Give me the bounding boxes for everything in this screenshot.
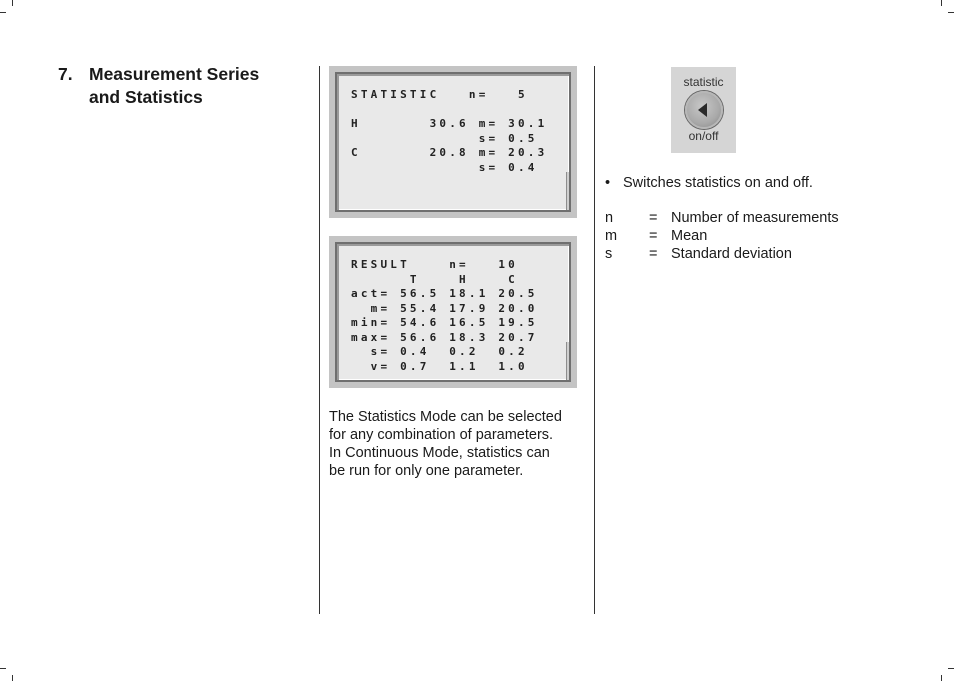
lcd-screen [335, 72, 571, 212]
crop-mark [941, 0, 942, 6]
statistic-on-off-button [685, 91, 723, 129]
definition-meaning: Mean [671, 228, 708, 244]
lcd-row: v= 0.7 1.1 1.0 [351, 360, 528, 373]
lcd-row: T H C [351, 273, 518, 286]
definition-equals: = [649, 210, 658, 226]
lcd-row: C 20.8 m= 20.3 [351, 146, 548, 159]
lcd-row: RESULT n= 10 [351, 258, 518, 271]
definition-meaning: Standard deviation [671, 246, 792, 262]
bullet-marker: • [605, 175, 611, 191]
crop-mark [12, 675, 13, 681]
description-paragraph [329, 408, 579, 480]
lcd-row: s= 0.4 [351, 161, 538, 174]
definition-symbol: n [605, 210, 614, 226]
section-title-line: and Statistics [89, 87, 203, 107]
key-label-bottom: on/off [688, 129, 719, 143]
lcd-row: s= 0.4 0.2 0.2 [351, 345, 528, 358]
lcd-row: m= 55.4 17.9 20.0 [351, 302, 538, 315]
lcd-row: s= 0.5 [351, 132, 538, 145]
section-title [89, 63, 309, 109]
lcd-row: min= 54.6 16.5 19.5 [351, 316, 538, 329]
definition-symbol: m [605, 228, 618, 244]
description-line: for any combination of parameters. [329, 427, 554, 443]
column-divider [319, 66, 320, 614]
lcd-row: STATISTIC n= 5 [351, 88, 528, 101]
section-number: 7. [58, 64, 73, 84]
crop-mark [948, 668, 954, 669]
crop-mark [12, 0, 13, 6]
left-triangle-icon [685, 91, 723, 129]
definition-symbol: s [605, 246, 613, 262]
crop-mark [0, 668, 6, 669]
crop-mark [0, 12, 6, 13]
bullet-text: Switches statistics on and off. [623, 175, 813, 191]
description-line: The Statistics Mode can be selected [329, 409, 562, 425]
definition-equals: = [649, 246, 658, 262]
column-divider [594, 66, 595, 614]
lcd-screen [335, 242, 571, 382]
lcd-row: H 30.6 m= 30.1 [351, 117, 548, 130]
lcd-row: act= 56.5 18.1 20.5 [351, 287, 538, 300]
definition-meaning: Number of measurements [671, 210, 839, 226]
crop-mark [941, 675, 942, 681]
result-display [329, 236, 577, 388]
statistic-key [671, 67, 736, 153]
section-title-line: Measurement Series [89, 64, 260, 84]
description-line: be run for only one parameter. [329, 463, 524, 479]
definition-equals: = [649, 228, 658, 244]
statistic-display [329, 66, 577, 218]
description-line: In Continuous Mode, statistics can [329, 445, 550, 461]
crop-mark [948, 12, 954, 13]
lcd-row: max= 56.6 18.3 20.7 [351, 331, 538, 344]
key-label-top: statistic [683, 75, 724, 89]
